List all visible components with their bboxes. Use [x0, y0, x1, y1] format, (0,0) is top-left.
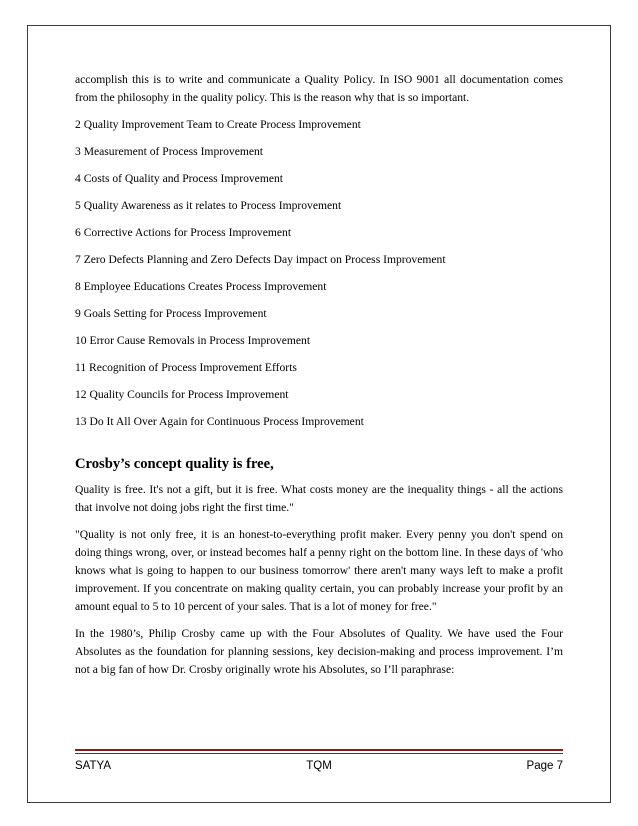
section-heading: Crosby’s concept quality is free, [75, 456, 274, 472]
paragraph: Quality is free. It's not a gift, but it is free. What costs money are the inequality things - all the actions that involve not doing jobs right the first time." [75, 483, 563, 514]
footer-rule [75, 749, 563, 751]
list-item: 5 Quality Awareness as it relates to Process Improvement [75, 199, 342, 212]
list-item: 6 Corrective Actions for Process Improvement [75, 226, 292, 239]
footer-page-number: Page 7 [526, 760, 563, 772]
process-steps-list [75, 116, 563, 431]
footer-rule-thin [75, 753, 563, 754]
page-content [75, 71, 563, 688]
list-item: 11 Recognition of Process Improvement Efforts [75, 361, 297, 374]
list-item: 4 Costs of Quality and Process Improvement [75, 172, 284, 185]
page-footer [75, 757, 563, 775]
list-item: 9 Goals Setting for Process Improvement [75, 307, 267, 320]
paragraph: In the 1980’s, Philip Crosby came up with the Four Absolutes of Quality. We have used the Four Absolutes as the foundation for planning sessions, key decision-making and process improvement. I’m not a big fan of how Dr. Crosby originally wrote his Absolutes, so I’ll paraphrase: [75, 627, 563, 676]
list-item: 2 Quality Improvement Team to Create Process Improvement [75, 118, 361, 131]
footer-title: TQM [306, 760, 332, 772]
intro-paragraph: accomplish this is to write and communicate a Quality Policy. In ISO 9001 all documentation comes from the philosophy in the quality policy. This is the reason why that is so important. [75, 73, 563, 104]
paragraph: "Quality is not only free, it is an honest-to-everything profit maker. Every penny you don't spend on doing things wrong, over, or instead becomes half a penny right on the bottom line. In these days of 'who knows what is going to happen to our business tomorrow' there aren't many ways left to make a profit improvement. If you concentrate on making quality certain, you can probably increase your profit by an amount equal to 5 to 10 percent of your sales. That is a lot of money for free." [75, 528, 563, 613]
list-item: 13 Do It All Over Again for Continuous Process Improvement [75, 415, 364, 428]
list-item: 7 Zero Defects Planning and Zero Defects Day impact on Process Improvement [75, 253, 446, 266]
list-item: 10 Error Cause Removals in Process Improvement [75, 334, 311, 347]
list-item: 3 Measurement of Process Improvement [75, 145, 264, 158]
list-item: 12 Quality Councils for Process Improvement [75, 388, 289, 401]
list-item: 8 Employee Educations Creates Process Improvement [75, 280, 327, 293]
footer-author: SATYA [75, 760, 111, 772]
